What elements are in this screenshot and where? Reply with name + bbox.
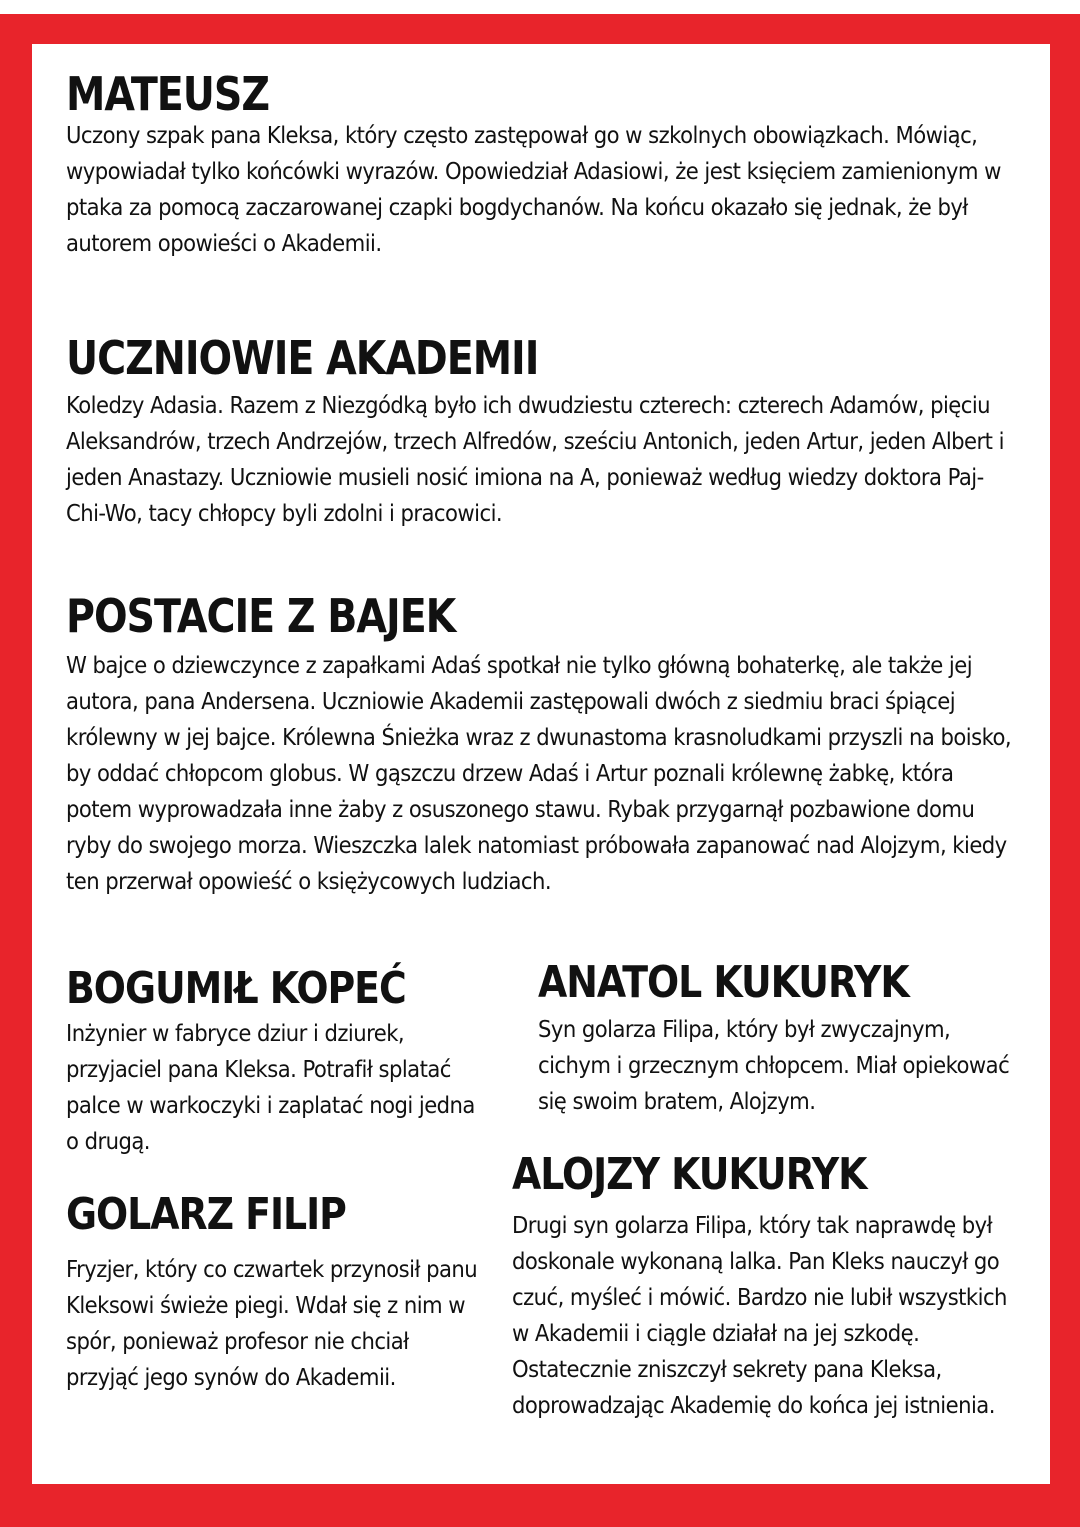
section-text-postacie: W bajce o dziewczynce z zapałkami Adaś spotkał nie tylko główną bohaterkę, ale także jej autora, pana Andersena. Uczniowie Akademii zastępowali dwóch z siedmiu braci śpiącej królewny w jej bajce. Królewna Śnieżka wraz z dwunastoma krasnoludkami przyszli na boisko, by oddać chłopcom globus. W gąszczu drzew Adaś i Artur poznali królewnę żabkę, która potem wyprowadzała inne żaby z osuszonego stawu. Rybak przygarnął pozbawione domu ryby do swojego morza. Wieszczka lalek natomiast próbowała zapanować nad Alojzym, kiedy ten przerwał opowieść o księżycowych ludziach. <box>66 653 1012 895</box>
section-anatol <box>538 956 1058 1120</box>
section-text-alojzy: Drugi syn golarza Filipa, który tak naprawdę był doskonale wykonaną lalka. Pan Kleks nauczył go czuć, myśleć i mówić. Bardzo nie lubił wszystkich w Akademii i ciągle działał na jej szkodę. Ostatecznie zniszczył sekrety pana Kleksa, doprowadzając Akademię do końca jej istnienia. <box>512 1213 1007 1419</box>
section-title-golarz: GOLARZ FILIP <box>66 1189 346 1240</box>
section-golarz <box>66 1188 516 1396</box>
section-title-postacie: POSTACIE Z BAJEK <box>66 589 456 643</box>
section-postacie <box>66 588 1080 900</box>
section-title-bogumil: BOGUMIŁ KOPEĆ <box>66 963 406 1014</box>
section-uczniowie <box>66 330 1080 532</box>
section-title-mateusz: MATEUSZ <box>66 67 270 121</box>
section-text-golarz: Fryzjer, który co czwartek przynosił panu Kleksowi świeże piegi. Wdał się z nim w spór, ponieważ profesor nie chciał przyjąć jego synów do Akademii. <box>66 1257 478 1391</box>
section-title-uczniowie: UCZNIOWIE AKADEMII <box>66 331 539 385</box>
section-text-bogumil: Inżynier w fabryce dziur i dziurek, przyjaciel pana Kleksa. Potrafił splatać palce w warkoczyki i zaplatać nogi jedna o drugą. <box>66 1021 475 1155</box>
section-text-anatol: Syn golarza Filipa, który był zwyczajnym, cichym i grzecznym chłopcem. Miał opiekować się swoim bratem, Alojzym. <box>538 1017 1010 1115</box>
section-text-uczniowie: Koledzy Adasia. Razem z Niezgódką było ich dwudziestu czterech: czterech Adamów, pięciu Aleksandrów, trzech Andrzejów, trzech Alfredów, sześciu Antonich, jeden Artur, jeden Albert i jeden Anastazy. Uczniowie musieli nosić imiona na A, ponieważ według wiedzy doktora Paj-Chi-Wo, tacy chłopcy byli zdolni i pracowici. <box>66 393 1004 527</box>
section-bogumil <box>66 962 516 1160</box>
section-alojzy <box>512 1148 1072 1424</box>
section-mateusz <box>66 66 1080 262</box>
section-title-alojzy: ALOJZY KUKURYK <box>512 1149 867 1200</box>
section-text-mateusz: Uczony szpak pana Kleksa, który często zastępował go w szkolnych obowiązkach. Mówiąc, wypowiadał tylko końcówki wyrazów. Opowiedział Adasiowi, że jest księciem zamienionym w ptaka za pomocą zaczarowanej czapki bogdychanów. Na końcu okazało się jednak, że był autorem opowieści o Akademii. <box>66 123 1001 257</box>
section-title-anatol: ANATOL KUKURYK <box>538 957 909 1008</box>
